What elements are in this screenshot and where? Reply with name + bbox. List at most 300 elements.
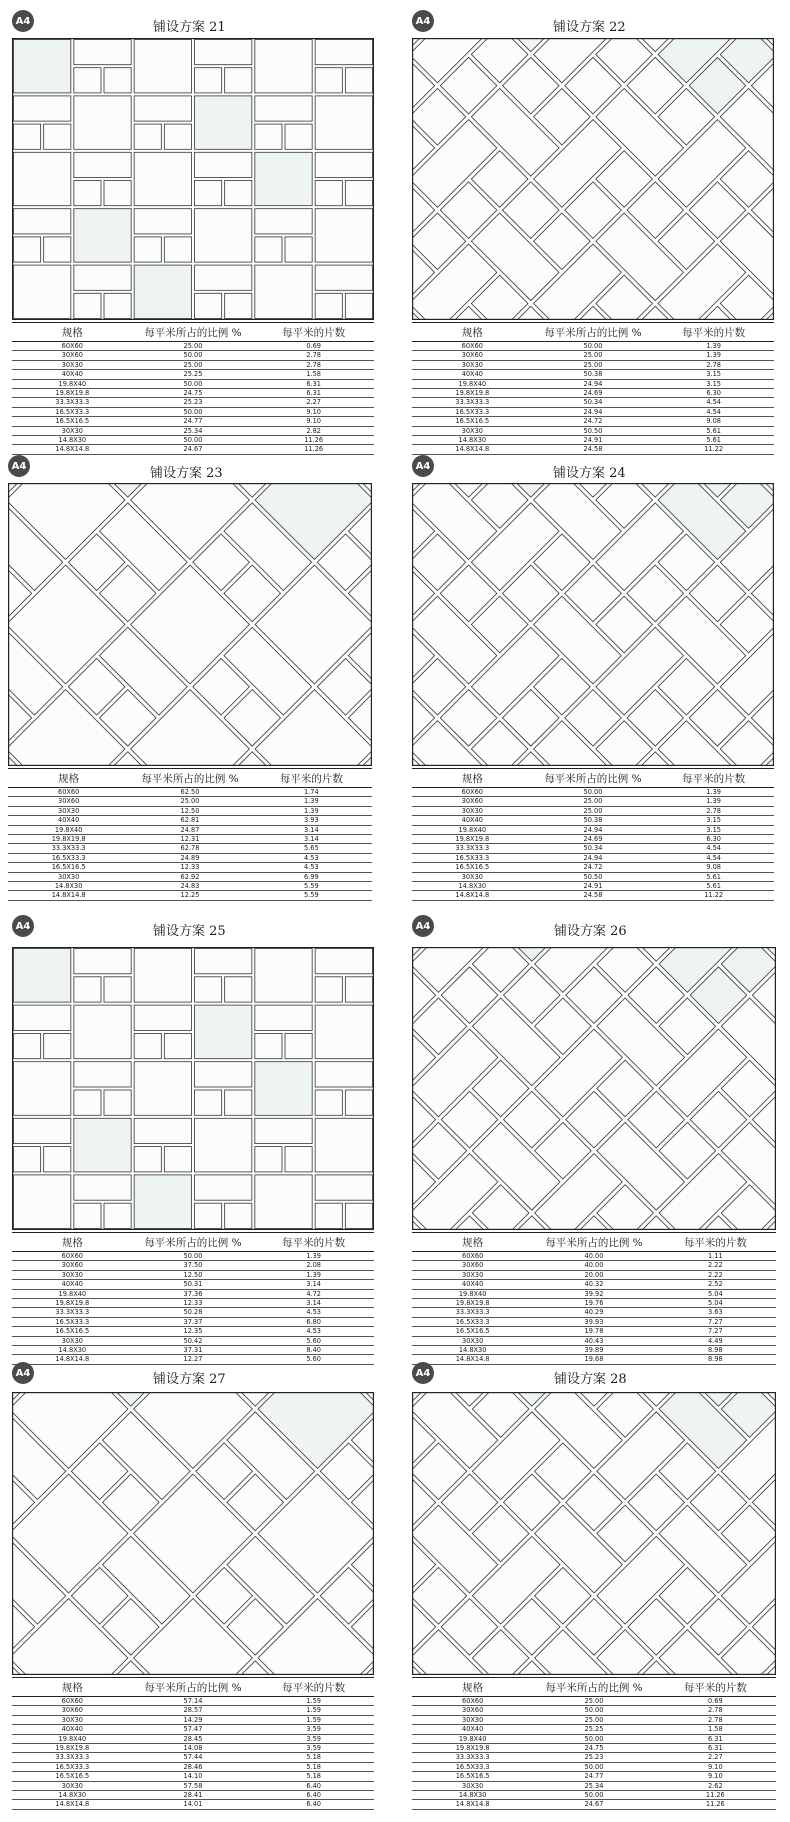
table-row (412, 1772, 776, 1781)
table-header-cell: 规格 (12, 1678, 133, 1697)
spec-cell: 14.8X14.8 (412, 445, 533, 454)
spec-cell: 30X30 (412, 806, 533, 815)
spec-cell: 40X40 (8, 816, 129, 825)
tile (74, 1062, 131, 1087)
table-row (8, 825, 372, 834)
table-row (12, 1800, 374, 1809)
table-row (412, 370, 774, 379)
table-row (412, 445, 774, 454)
pieces-cell: 2.52 (655, 1280, 776, 1289)
ratio-cell: 12.50 (133, 1270, 254, 1279)
table-header-cell: 每平米所占的比例 % (133, 323, 254, 342)
tile (285, 1033, 312, 1058)
pieces-cell: 4.53 (253, 1327, 374, 1336)
table-row (12, 1772, 374, 1781)
tile (195, 1203, 222, 1228)
table-row (12, 1280, 374, 1289)
table-row (12, 1706, 374, 1715)
ratio-cell: 14.01 (133, 1800, 254, 1809)
table-row (412, 797, 774, 806)
tile (134, 152, 191, 205)
tile (315, 265, 372, 290)
tile (134, 1147, 161, 1172)
spec-cell: 14.8X14.8 (12, 1355, 133, 1364)
table-row (8, 844, 372, 853)
spec-cell: 30X30 (12, 1781, 133, 1790)
tile (14, 265, 71, 318)
pieces-cell: 1.39 (251, 806, 372, 815)
tile (104, 1090, 131, 1115)
tile (14, 949, 71, 1003)
ratio-cell: 50.00 (133, 351, 254, 360)
table-row (412, 1336, 776, 1345)
ratio-cell: 28.45 (133, 1734, 254, 1743)
ratio-cell: 25.00 (129, 797, 250, 806)
tile (225, 181, 252, 206)
spec-cell: 14.8X30 (12, 1791, 133, 1800)
ratio-cell: 24.94 (533, 853, 654, 862)
table-row (8, 835, 372, 844)
table-row (412, 426, 774, 435)
tile (225, 293, 252, 318)
ratio-cell: 28.57 (133, 1706, 254, 1715)
tile (104, 293, 131, 318)
tile-diagonal-lines (8, 483, 372, 766)
pieces-cell: 0.69 (655, 1697, 776, 1706)
table-row (412, 1280, 776, 1289)
spec-cell: 60X60 (412, 342, 533, 351)
ratio-cell: 40.00 (533, 1261, 654, 1270)
ratio-cell: 25.23 (533, 1753, 654, 1762)
ratio-cell: 25.00 (533, 1715, 654, 1724)
spec-cell: 60X60 (12, 1697, 133, 1706)
tile (195, 68, 222, 93)
ratio-cell: 20.00 (533, 1270, 654, 1279)
table-row (12, 360, 374, 369)
ratio-cell: 24.58 (533, 891, 654, 900)
table-row (412, 1744, 776, 1753)
tile-spec-table (12, 1232, 374, 1365)
pieces-cell: 2.62 (655, 1781, 776, 1790)
table-header-cell: 每平米所占的比例 % (133, 1678, 254, 1697)
tile (225, 1203, 252, 1228)
table-header-row (412, 323, 774, 342)
pieces-cell: 2.78 (253, 351, 374, 360)
size-badge: A4 (412, 455, 434, 477)
spec-cell: 14.8X14.8 (412, 1800, 533, 1809)
tile (74, 293, 101, 318)
spec-cell: 14.8X14.8 (8, 891, 129, 900)
tile-pattern-drawing (8, 483, 372, 766)
tile-pattern-drawing (12, 947, 374, 1230)
table-row (12, 417, 374, 426)
ratio-cell: 50.00 (533, 1734, 654, 1743)
spec-cell: 60X60 (12, 342, 133, 351)
table-row (412, 1697, 776, 1706)
table-row (412, 1734, 776, 1743)
table-header-cell: 规格 (12, 323, 133, 342)
spec-cell: 14.8X30 (412, 1346, 533, 1355)
tile (14, 40, 71, 93)
pieces-cell: 1.58 (253, 370, 374, 379)
ratio-cell: 12.27 (133, 1355, 254, 1364)
pieces-cell: 5.60 (253, 1355, 374, 1364)
pieces-cell: 4.53 (251, 853, 372, 862)
pieces-cell: 0.69 (253, 342, 374, 351)
table-row (12, 1327, 374, 1336)
tile (74, 949, 131, 974)
table-row (8, 797, 372, 806)
tile (315, 152, 372, 177)
tile (345, 181, 372, 206)
pieces-cell: 5.59 (251, 882, 372, 891)
tile (345, 1090, 372, 1115)
tile (225, 1090, 252, 1115)
pieces-cell: 5.18 (253, 1753, 374, 1762)
spec-cell: 33.3X33.3 (12, 1308, 133, 1317)
table-header-cell: 规格 (8, 769, 129, 788)
ratio-cell: 25.25 (533, 1725, 654, 1734)
spec-cell: 30X60 (412, 351, 533, 360)
table-row (412, 1270, 776, 1279)
spec-cell: 30X30 (412, 1270, 533, 1279)
spec-cell: 19.8X40 (8, 825, 129, 834)
spec-cell: 16.5X16.5 (412, 417, 533, 426)
spec-cell: 16.5X33.3 (412, 1762, 533, 1771)
spec-cell: 40X40 (412, 1725, 533, 1734)
spec-cell: 30X60 (412, 1706, 533, 1715)
spec-cell: 14.8X14.8 (412, 1355, 533, 1364)
table-row (412, 891, 774, 900)
tile (255, 265, 312, 318)
pieces-cell: 2.78 (653, 806, 774, 815)
table-row (412, 1715, 776, 1724)
pieces-cell: 5.18 (253, 1762, 374, 1771)
tile (195, 265, 252, 290)
tile (285, 237, 312, 262)
spec-cell: 16.5X33.3 (12, 1317, 133, 1326)
tile (195, 96, 252, 149)
spec-cell: 14.8X14.8 (412, 891, 533, 900)
table-row (412, 398, 774, 407)
tile (315, 949, 372, 974)
table-header-cell: 每平米所占的比例 % (533, 769, 654, 788)
pieces-cell: 2.82 (253, 426, 374, 435)
spec-cell: 30X60 (8, 797, 129, 806)
tile-pattern-drawing (12, 1392, 374, 1675)
spec-cell: 16.5X16.5 (412, 863, 533, 872)
tile (315, 1090, 342, 1115)
table-row (8, 872, 372, 881)
pieces-cell: 3.15 (653, 379, 774, 388)
ratio-cell: 25.34 (533, 1781, 654, 1790)
spec-cell: 14.8X30 (412, 882, 533, 891)
table-row (8, 816, 372, 825)
tile-spec-table (412, 1677, 776, 1810)
pieces-cell: 11.22 (653, 445, 774, 454)
table-row (12, 1762, 374, 1771)
table-row (8, 863, 372, 872)
spec-cell: 30X60 (12, 1261, 133, 1270)
pieces-cell: 9.10 (655, 1762, 776, 1771)
ratio-cell: 40.32 (533, 1280, 654, 1289)
pieces-cell: 6.31 (655, 1734, 776, 1743)
ratio-cell: 50.50 (533, 426, 654, 435)
tile-spec-table (8, 768, 372, 901)
tile (315, 1062, 372, 1087)
spec-cell: 30X60 (12, 351, 133, 360)
ratio-cell: 40.29 (533, 1308, 654, 1317)
spec-cell: 16.5X16.5 (12, 1772, 133, 1781)
spec-cell: 30X30 (412, 872, 533, 881)
ratio-cell: 50.00 (533, 1762, 654, 1771)
ratio-cell: 19.76 (533, 1299, 654, 1308)
tile (74, 977, 101, 1002)
spec-cell: 19.8X19.8 (12, 1744, 133, 1753)
scheme-title: 铺设方案 21 (153, 20, 226, 35)
table-row (412, 1261, 776, 1270)
tile (255, 40, 312, 93)
table-header-cell: 每平米的片数 (655, 1678, 776, 1697)
size-badge: A4 (8, 455, 30, 477)
scheme-title: 铺设方案 23 (150, 466, 223, 481)
spec-cell: 19.8X19.8 (412, 389, 533, 398)
tile (255, 949, 312, 1003)
tile-spec-table (12, 1677, 374, 1810)
table-row (12, 1308, 374, 1317)
ratio-cell: 39.89 (533, 1346, 654, 1355)
pieces-cell: 2.78 (655, 1715, 776, 1724)
table-row (412, 825, 774, 834)
pieces-cell: 2.78 (253, 360, 374, 369)
table-header-cell: 规格 (12, 1233, 133, 1252)
tile (195, 1118, 252, 1172)
spec-cell: 33.3X33.3 (412, 844, 533, 853)
spec-cell: 14.8X30 (8, 882, 129, 891)
table-row (412, 417, 774, 426)
ratio-cell: 24.94 (533, 407, 654, 416)
pieces-cell: 11.22 (653, 891, 774, 900)
table-row (12, 436, 374, 445)
pieces-cell: 7.27 (655, 1327, 776, 1336)
pieces-cell: 3.15 (653, 825, 774, 834)
ratio-cell: 12.35 (133, 1327, 254, 1336)
ratio-cell: 57.47 (133, 1725, 254, 1734)
spec-cell: 30X30 (8, 806, 129, 815)
scheme-title: 铺设方案 27 (153, 1372, 226, 1387)
table-header-cell: 规格 (412, 1233, 533, 1252)
spec-cell: 16.5X33.3 (12, 1762, 133, 1771)
tile (315, 1175, 372, 1200)
pieces-cell: 6.40 (253, 1791, 374, 1800)
pieces-cell: 4.54 (653, 844, 774, 853)
tile-pattern-drawing (412, 947, 776, 1230)
table-header-row (412, 769, 774, 788)
ratio-cell: 57.58 (133, 1781, 254, 1790)
pieces-cell: 1.39 (653, 788, 774, 797)
table-header-row (12, 1678, 374, 1697)
scheme-title: 铺设方案 26 (554, 924, 627, 939)
tile (195, 40, 252, 65)
table-row (12, 342, 374, 351)
spec-cell: 16.5X33.3 (8, 853, 129, 862)
table-row (12, 1299, 374, 1308)
scheme-title: 铺设方案 28 (554, 1372, 627, 1387)
pieces-cell: 5.61 (653, 426, 774, 435)
tile (315, 1118, 372, 1172)
ratio-cell: 12.25 (129, 891, 250, 900)
ratio-cell: 24.77 (533, 1772, 654, 1781)
scheme-title: 铺设方案 24 (553, 466, 626, 481)
tile (255, 1033, 282, 1058)
ratio-cell: 50.00 (133, 1252, 254, 1261)
table-row (12, 1270, 374, 1279)
pieces-cell: 2.27 (253, 398, 374, 407)
spec-cell: 19.8X19.8 (12, 389, 133, 398)
table-row (412, 1289, 776, 1298)
pieces-cell: 11.26 (253, 436, 374, 445)
spec-cell: 60X60 (12, 1252, 133, 1261)
table-row (12, 370, 374, 379)
table-row (412, 788, 774, 797)
ratio-cell: 50.00 (133, 379, 254, 388)
tile (195, 1062, 252, 1087)
pieces-cell: 3.59 (253, 1734, 374, 1743)
table-header-cell: 规格 (412, 323, 533, 342)
pieces-cell: 6.99 (251, 872, 372, 881)
tile (255, 124, 282, 149)
spec-cell: 30X30 (12, 1715, 133, 1724)
pieces-cell: 4.49 (655, 1336, 776, 1345)
ratio-cell: 62.81 (129, 816, 250, 825)
pieces-cell: 1.39 (253, 1252, 374, 1261)
tile (195, 949, 252, 974)
ratio-cell: 50.00 (533, 1791, 654, 1800)
table-row (12, 1289, 374, 1298)
pieces-cell: 1.39 (251, 797, 372, 806)
tile-pattern-drawing (12, 38, 374, 320)
table-row (12, 1791, 374, 1800)
ratio-cell: 37.37 (133, 1317, 254, 1326)
ratio-cell: 37.36 (133, 1289, 254, 1298)
table-row (412, 1791, 776, 1800)
pieces-cell: 4.54 (653, 853, 774, 862)
table-row (12, 1753, 374, 1762)
ratio-cell: 14.08 (133, 1744, 254, 1753)
table-row (8, 853, 372, 862)
spec-cell: 16.5X33.3 (412, 407, 533, 416)
ratio-cell: 24.72 (533, 863, 654, 872)
pieces-cell: 3.59 (253, 1744, 374, 1753)
ratio-cell: 62.78 (129, 844, 250, 853)
spec-cell: 16.5X16.5 (12, 1327, 133, 1336)
tile (255, 1118, 312, 1143)
spec-cell: 40X40 (412, 1280, 533, 1289)
table-row (412, 351, 774, 360)
ratio-cell: 57.14 (133, 1697, 254, 1706)
ratio-cell: 39.93 (533, 1317, 654, 1326)
spec-cell: 16.5X33.3 (412, 1317, 533, 1326)
tile (315, 40, 372, 65)
tile (134, 1062, 191, 1116)
spec-cell: 30X60 (12, 1706, 133, 1715)
pieces-cell: 5.61 (653, 882, 774, 891)
table-row (412, 863, 774, 872)
spec-cell: 33.3X33.3 (8, 844, 129, 853)
table-row (412, 1800, 776, 1809)
table-row (12, 1697, 374, 1706)
spec-cell: 33.3X33.3 (412, 1753, 533, 1762)
pieces-cell: 3.14 (253, 1299, 374, 1308)
spec-cell: 19.8X19.8 (12, 1299, 133, 1308)
ratio-cell: 25.00 (533, 351, 654, 360)
ratio-cell: 24.58 (533, 445, 654, 454)
ratio-cell: 40.00 (533, 1252, 654, 1261)
tile (195, 1005, 252, 1059)
tile (195, 293, 222, 318)
spec-cell: 16.5X16.5 (8, 863, 129, 872)
tile (134, 209, 191, 234)
ratio-cell: 50.00 (533, 788, 654, 797)
tile-diagonal-lines (12, 1392, 374, 1675)
tile-spec-table (412, 768, 774, 901)
tile-pattern-drawing (412, 1392, 776, 1675)
tile (315, 96, 372, 149)
tile (345, 977, 372, 1002)
tile (74, 1175, 131, 1200)
table-row (412, 835, 774, 844)
spec-cell: 16.5X33.3 (12, 407, 133, 416)
ratio-cell: 50.34 (533, 398, 654, 407)
ratio-cell: 24.83 (129, 882, 250, 891)
tile (74, 96, 131, 149)
pieces-cell: 3.93 (251, 816, 372, 825)
pieces-cell: 1.39 (653, 351, 774, 360)
pieces-cell: 5.18 (253, 1772, 374, 1781)
tile-pattern-drawing (412, 483, 774, 766)
table-row (12, 407, 374, 416)
pieces-cell: 1.59 (253, 1697, 374, 1706)
table-header-cell: 每平米所占的比例 % (533, 1678, 654, 1697)
spec-cell: 40X40 (12, 1280, 133, 1289)
table-row (412, 1781, 776, 1790)
table-row (412, 1725, 776, 1734)
pieces-cell: 4.53 (253, 1308, 374, 1317)
ratio-cell: 24.77 (133, 417, 254, 426)
table-row (12, 1252, 374, 1261)
tile (104, 977, 131, 1002)
ratio-cell: 50.42 (133, 1336, 254, 1345)
spec-cell: 19.8X19.8 (412, 1744, 533, 1753)
table-row (412, 1762, 776, 1771)
ratio-cell: 28.46 (133, 1762, 254, 1771)
pieces-cell: 1.59 (253, 1715, 374, 1724)
ratio-cell: 24.69 (533, 835, 654, 844)
tile (14, 1147, 41, 1172)
tile (134, 40, 191, 93)
spec-cell: 16.5X33.3 (412, 853, 533, 862)
spec-cell: 30X30 (12, 426, 133, 435)
table-header-row (412, 1233, 776, 1252)
table-row (412, 389, 774, 398)
ratio-cell: 62.50 (129, 788, 250, 797)
pieces-cell: 5.65 (251, 844, 372, 853)
table-row (12, 1734, 374, 1743)
tile (134, 124, 161, 149)
table-row (8, 806, 372, 815)
size-badge: A4 (412, 1362, 434, 1384)
ratio-cell: 25.25 (133, 370, 254, 379)
